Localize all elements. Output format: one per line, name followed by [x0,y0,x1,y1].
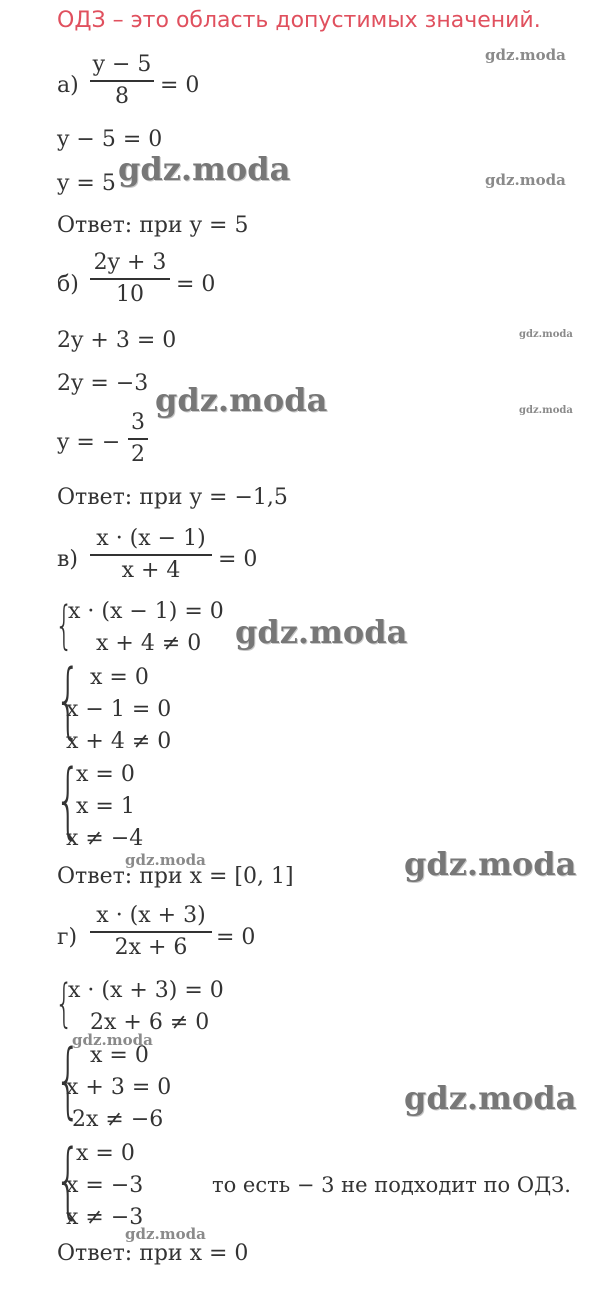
part-g-sys2-line2: x + 3 = 0 [66,1075,172,1100]
part-g-sys3-line2: x = −3 [66,1173,144,1198]
part-a-numerator: y − 5 [92,52,152,77]
left-brace-icon: { [55,653,82,748]
part-v-sys3-line2: x = 1 [76,794,135,819]
part-b-numerator: 2y + 3 [93,250,167,275]
part-b-step3-lhs: y = − [57,430,121,455]
part-v-sys1-line1: x · (x − 1) = 0 [68,599,224,624]
part-a-step1: y − 5 = 0 [57,127,163,152]
part-b-step2: 2y = −3 [57,371,149,396]
part-a-step2: y = 5 [57,171,116,196]
part-g-note: то есть − 3 не подходит по ОДЗ. [212,1173,571,1197]
watermark: gdz.moda [404,1079,577,1117]
watermark: gdz.moda [118,150,291,188]
part-g-sys3-line1: x = 0 [76,1141,135,1166]
part-v-denominator: x + 4 [121,557,181,583]
part-v-sys2-line1: x = 0 [90,665,149,690]
fraction-bar [90,80,154,82]
left-brace-icon: { [55,596,74,656]
left-brace-icon: { [55,1133,82,1228]
part-v-sys3-line3: x ≠ −4 [66,826,144,851]
watermark: gdz.moda [72,1031,153,1049]
part-b-fraction [90,252,170,306]
part-v-answer: Ответ: при x = [0, 1] [57,864,294,889]
part-v-numerator: x · (x − 1) [96,526,206,551]
watermark: gdz.moda [155,381,328,419]
part-g-sys1-line1: x · (x + 3) = 0 [68,978,224,1003]
fraction-bar [90,554,212,556]
part-g-label: г) [57,925,78,950]
part-v-sys1-line2: x + 4 ≠ 0 [96,631,202,656]
part-b-denominator: 10 [116,281,144,307]
part-v-fraction [90,528,212,582]
watermark: gdz.moda [235,613,408,651]
part-g-answer: Ответ: при x = 0 [57,1241,249,1266]
part-v-label: в) [57,547,78,572]
part-b-step1: 2y + 3 = 0 [57,328,177,353]
fraction-bar [128,438,148,440]
part-a-denominator: 8 [115,83,129,109]
fraction-bar [90,931,212,933]
left-brace-icon: { [55,753,82,848]
part-v-sys2-line2: x − 1 = 0 [66,697,172,722]
left-brace-icon: { [55,974,74,1034]
part-a-label: а) [57,73,79,98]
watermark: gdz.moda [125,1225,206,1243]
part-a-rhs: = 0 [160,73,200,98]
part-v-sys3-line1: x = 0 [76,762,135,787]
watermark: gdz.moda [485,171,566,189]
part-g-fraction [90,905,212,959]
watermark: gdz.moda [519,405,573,416]
part-g-denominator: 2x + 6 [114,934,188,960]
part-g-rhs: = 0 [216,925,256,950]
part-b-label: б) [57,272,79,297]
part-b-step3-denominator: 2 [131,441,145,467]
watermark: gdz.moda [125,851,206,869]
part-a-fraction [90,54,154,108]
watermark: gdz.moda [485,46,566,64]
watermark: gdz.moda [519,329,573,340]
part-b-rhs: = 0 [176,272,216,297]
part-g-numerator: x · (x + 3) [96,903,206,928]
part-a-answer: Ответ: при y = 5 [57,213,249,238]
fraction-bar [90,278,170,280]
watermark: gdz.moda [404,845,577,883]
part-g-sys1-line2: 2x + 6 ≠ 0 [90,1010,210,1035]
part-g-sys2-line3: 2x ≠ −6 [72,1107,164,1132]
part-b-answer: Ответ: при y = −1,5 [57,485,288,510]
part-v-rhs: = 0 [218,547,258,572]
left-brace-icon: { [55,1033,82,1128]
part-g-sys3-line3: x ≠ −3 [66,1205,144,1230]
part-b-step3-fraction [128,412,148,466]
page-title: ОДЗ – это область допустимых значений. [57,8,541,33]
part-v-sys2-line3: x + 4 ≠ 0 [66,729,172,754]
part-b-step3-numerator: 3 [131,410,145,435]
part-g-sys2-line1: x = 0 [90,1043,149,1068]
